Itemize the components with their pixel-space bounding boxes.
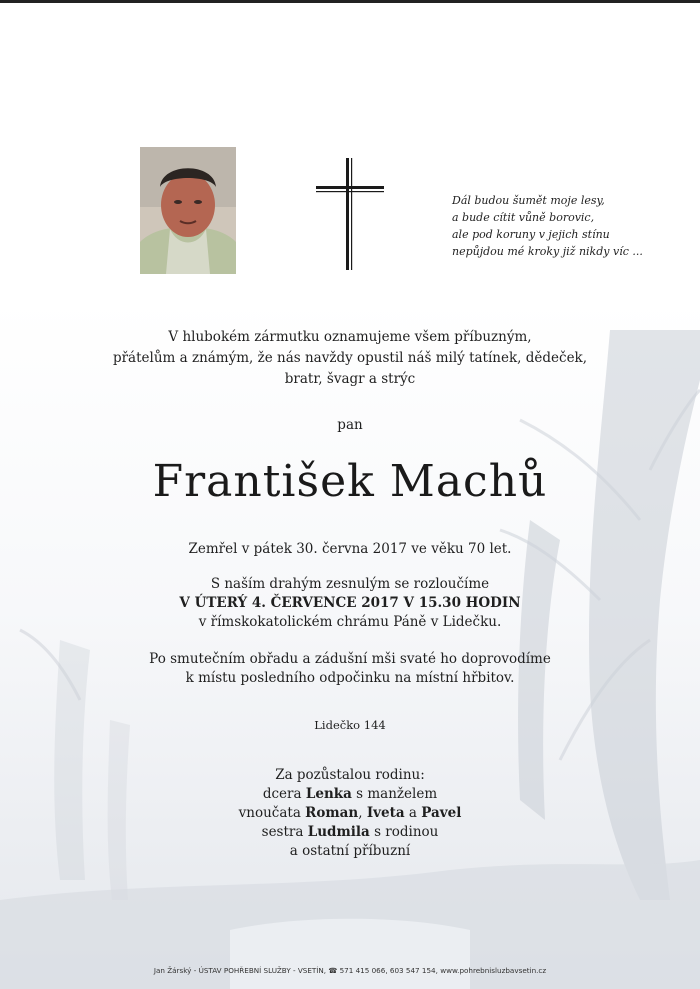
relation-label: sestra	[261, 824, 304, 840]
farewell-place: v římskokatolickém chrámu Páně v Lidečku.	[198, 614, 502, 630]
separator: ,	[358, 805, 363, 821]
poem	[452, 192, 692, 260]
relative-name: Pavel	[421, 805, 462, 821]
relation-suffix: s rodinou	[374, 824, 439, 840]
deceased-name: František Machů	[152, 456, 548, 507]
relative-name: Lenka	[305, 786, 352, 802]
family-daughter	[0, 785, 700, 804]
family-others: a ostatní příbuzní	[289, 843, 411, 859]
address: Lidečko 144	[314, 718, 386, 732]
family-sister	[0, 823, 700, 842]
family-list	[0, 766, 700, 861]
family-grandchildren	[0, 804, 700, 823]
farewell-datetime: V ÚTERÝ 4. ČERVENCE 2017 V 15.30 HODIN	[179, 595, 521, 611]
funeral-service-footer: Jan Žárský - ÚSTAV POHŘEBNÍ SLUŽBY - VSETÍN, ☎ 571 415 066, 603 547 154, www.pohrebnisluzbavsetin.cz	[153, 966, 547, 975]
family-heading: Za pozůstalou rodinu:	[275, 767, 425, 783]
death-date: Zemřel v pátek 30. června 2017 ve věku 70 let.	[188, 541, 512, 557]
relation-suffix: s manželem	[356, 786, 438, 802]
intro-line: V hlubokém zármutku oznamujeme všem příbuzným,	[168, 329, 532, 345]
intro-line: bratr, švagr a strýc	[284, 371, 416, 387]
burial-line: Po smutečním obřadu a zádušní mši svaté ho doprovodíme	[149, 651, 551, 667]
farewell-line: S naším drahým zesnulým se rozloučíme	[210, 576, 490, 592]
poem-line: Dál budou šumět moje lesy,	[452, 194, 605, 207]
burial-line: k místu posledního odpočinku na místní hřbitov.	[185, 670, 515, 686]
farewell-info	[0, 575, 700, 632]
poem-line: a bude cítit vůně borovic,	[452, 211, 595, 224]
relation-label: dcera	[262, 786, 302, 802]
relative-name: Iveta	[366, 805, 405, 821]
relative-name: Roman	[305, 805, 359, 821]
portrait-photo	[140, 147, 236, 274]
cross-icon	[316, 158, 384, 270]
poem-line: nepůjdou mé kroky již nikdy víc ...	[452, 245, 643, 258]
intro-line: přátelům a známým, že nás navždy opustil náš milý tatínek, dědeček,	[112, 350, 588, 366]
poem-line: ale pod koruny v jejich stínu	[452, 228, 610, 241]
conjunction: a	[408, 805, 417, 821]
honorific: pan	[337, 417, 363, 433]
burial-info	[0, 650, 700, 688]
relation-label: vnoučata	[238, 805, 301, 821]
announcement-intro	[0, 327, 700, 390]
relative-name: Ludmila	[307, 824, 370, 840]
